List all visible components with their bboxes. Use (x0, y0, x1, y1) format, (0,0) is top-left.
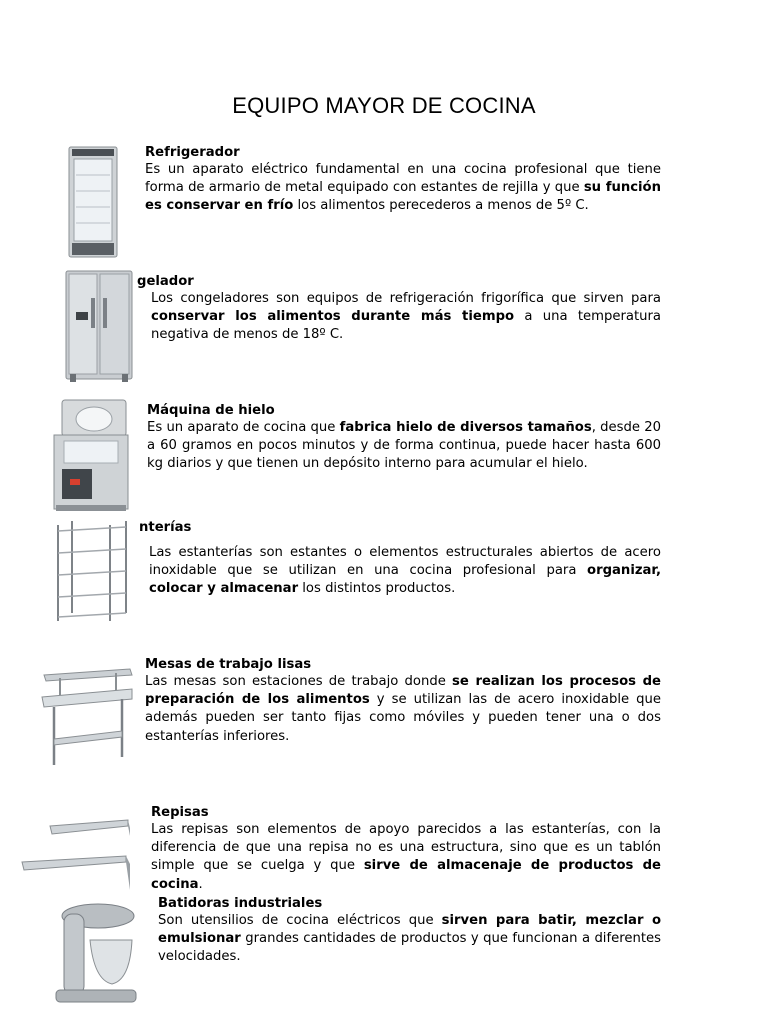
item-heading: nterías (139, 520, 192, 535)
item-text-run: Son utensilios de cocina eléctricos que (158, 913, 442, 928)
item-text-run: Es un aparato de cocina que (147, 420, 340, 435)
item-heading: Repisas (151, 805, 209, 820)
wall-shelf-image (20, 812, 132, 896)
ice-machine-image (52, 397, 132, 515)
freezer-image (64, 268, 136, 386)
page-title: EQUIPO MAYOR DE COCINA (232, 93, 536, 118)
item-text (145, 161, 661, 216)
item-text-run: Las estanterías son estantes o elementos estructurales abiertos de acero inoxidable que se utilizan en una cocina profesional para (149, 545, 661, 579)
item-text-run: Los congeladores son equipos de refrigeración frigorífica que sirven para (151, 291, 661, 306)
item-refrigerador (145, 144, 661, 216)
work-table-image (40, 665, 134, 769)
item-text-bold: conservar los alimentos durante más tiempo (151, 309, 515, 325)
item-estanterias (139, 519, 661, 599)
item-text (149, 544, 661, 599)
item-heading: Mesas de trabajo lisas (145, 657, 312, 672)
item-congelador (137, 273, 661, 345)
item-text-bold: su función es conservar en frío (145, 180, 662, 214)
item-mesas-trabajo (145, 656, 661, 746)
item-text (145, 673, 661, 746)
refrigerator-image (67, 145, 119, 260)
item-text (151, 821, 661, 894)
item-text-run: , desde 20 a 60 gramos en pocos minutos y de forma continua, puede hacer hasta 600 kg diarios y que tienen un depósito interno para acumular el hielo. (147, 420, 662, 472)
item-repisas (151, 804, 661, 894)
mixer-image (50, 900, 142, 1006)
item-text-run: y se utilizan las de acero inoxidable que además pueden ser tanto fijas como móviles y pueden tener una o dos estanterías inferiores. (145, 692, 662, 744)
item-heading: Máquina de hielo (147, 403, 275, 418)
item-text-bold: sirve de almacenaje de productos de cocina (151, 858, 661, 892)
item-text-run: los distintos productos. (298, 581, 456, 597)
item-heading: Refrigerador (145, 145, 240, 160)
item-text (147, 419, 661, 474)
item-heading: Batidoras industriales (158, 896, 323, 911)
item-maquina-hielo (147, 402, 661, 474)
item-heading: gelador (137, 274, 194, 289)
item-text-run: Es un aparato eléctrico fundamental en una cocina profesional que tiene forma de armario de metal equipado con estantes de rejilla y que (145, 162, 661, 196)
item-batidoras (158, 895, 661, 967)
item-text-bold: sirven para batir, mezclar o emulsionar (158, 913, 661, 947)
item-text-bold: fabrica hielo de diversos tamaños (339, 420, 592, 435)
item-text-run: grandes cantidades de productos y que funcionan a diferentes velocidades. (158, 931, 661, 965)
item-text-run: a una temperatura negativa de menos de 18º C. (151, 309, 661, 343)
item-text-run: los alimentos perecederos a menos de 5º C. (293, 198, 589, 214)
shelving-image (52, 521, 132, 625)
item-text-run: . (198, 876, 203, 892)
item-text-run: Las mesas son estaciones de trabajo donde (145, 674, 453, 689)
item-text-bold: organizar, colocar y almacenar (149, 563, 661, 597)
item-text (151, 290, 661, 345)
item-text (158, 912, 661, 967)
item-text-bold: se realizan los procesos de preparación de los alimentos (145, 674, 661, 708)
item-text-run: Las repisas son elementos de apoyo parecidos a las estanterías, con la diferencia de que una repisa no es una estructura, sino que es un tablón simple que se cuelga y que (151, 822, 661, 874)
